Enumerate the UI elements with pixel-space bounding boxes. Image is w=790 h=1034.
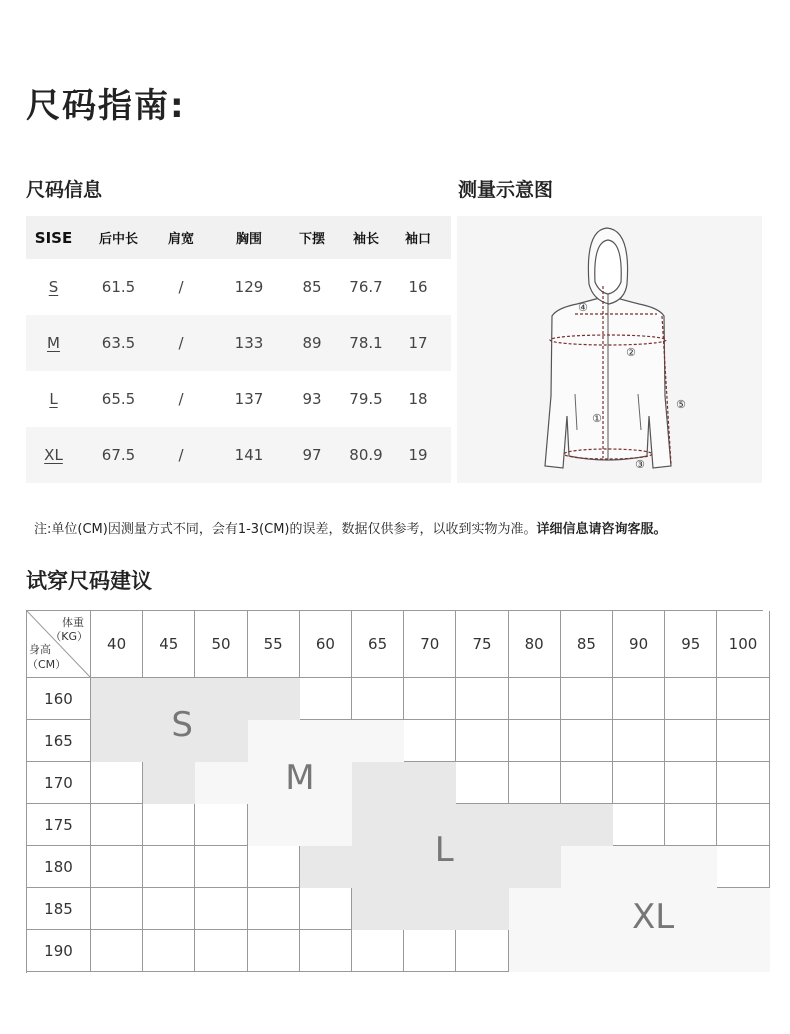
zone-cell <box>561 804 613 846</box>
zone-cell <box>352 804 404 846</box>
zone-label-l: L <box>434 830 454 871</box>
column-header: 肩宽 <box>167 232 194 247</box>
table-cell: 141 <box>234 446 264 464</box>
table-cell: 78.1 <box>349 334 383 352</box>
zone-cell <box>300 720 352 762</box>
grid-cell <box>91 804 143 846</box>
grid-cell <box>248 846 300 888</box>
weight-header: 75 <box>456 611 508 678</box>
grid-cell <box>143 888 195 930</box>
table-cell: 93 <box>302 390 322 408</box>
height-unit-label: （CM） <box>27 658 67 671</box>
height-header: 165 <box>27 720 91 762</box>
grid-cell <box>352 678 404 720</box>
table-cell: 97 <box>302 446 322 464</box>
weight-header: 55 <box>248 611 300 678</box>
weight-axis-label: 体重 <box>62 616 84 629</box>
note-text: 注:单位(CM)因测量方式不同，会有1-3(CM)的误差，数据仅供参考，以收到实物为准。 <box>34 522 537 537</box>
grid-cell <box>91 762 143 804</box>
zone-cell <box>195 762 247 804</box>
grid-cell <box>91 888 143 930</box>
zone-cell <box>561 930 613 972</box>
grid-cell <box>300 678 352 720</box>
table-cell: / <box>178 390 184 408</box>
note-contact: 详细信息请咨询客服。 <box>536 522 667 537</box>
size-info-table <box>26 216 451 483</box>
zone-cell <box>404 888 456 930</box>
table-cell: 137 <box>234 390 264 408</box>
zone-cell <box>456 846 508 888</box>
grid-cell <box>717 678 769 720</box>
zone-cell <box>509 930 561 972</box>
size-label: XL <box>44 446 63 464</box>
grid-cell <box>717 846 769 888</box>
table-cell: 61.5 <box>101 278 136 296</box>
column-header: 袖长 <box>352 232 379 247</box>
grid-cell <box>509 678 561 720</box>
zone-cell <box>561 888 613 930</box>
table-row <box>26 427 451 483</box>
weight-header: 100 <box>717 611 769 678</box>
grid-cell <box>665 678 717 720</box>
grid-corner <box>27 611 91 678</box>
table-row <box>26 315 451 371</box>
height-header: 170 <box>27 762 91 804</box>
weight-unit-label: （KG） <box>50 630 88 643</box>
weight-header: 90 <box>613 611 665 678</box>
zone-cell <box>195 720 247 762</box>
table-row <box>26 371 451 427</box>
grid-cell <box>717 720 769 762</box>
grid-cell <box>665 720 717 762</box>
grid-cell <box>248 888 300 930</box>
table-cell: 65.5 <box>101 390 136 408</box>
grid-cell <box>509 720 561 762</box>
table-cell: 19 <box>408 446 428 464</box>
zone-cell <box>91 720 143 762</box>
zone-cell <box>717 930 769 972</box>
zone-cell <box>561 846 613 888</box>
height-header: 175 <box>27 804 91 846</box>
zone-cell <box>300 846 352 888</box>
zone-cell <box>509 846 561 888</box>
table-cell: 67.5 <box>101 446 136 464</box>
grid-cell <box>404 720 456 762</box>
zone-cell <box>509 888 561 930</box>
column-header: 下摆 <box>298 232 325 247</box>
zone-cell <box>352 720 404 762</box>
zone-cell <box>91 678 143 720</box>
measurement-diagram <box>457 216 762 483</box>
grid-cell <box>404 678 456 720</box>
height-header: 180 <box>27 846 91 888</box>
grid-cell <box>143 930 195 972</box>
grid-cell <box>613 762 665 804</box>
table-cell: 85 <box>302 278 322 296</box>
zone-cell <box>300 804 352 846</box>
height-header: 190 <box>27 930 91 972</box>
weight-header: 70 <box>404 611 456 678</box>
zone-cell <box>248 720 300 762</box>
grid-cell <box>300 930 352 972</box>
zone-label-xl: XL <box>632 897 675 938</box>
grid-cell <box>613 678 665 720</box>
zone-cell <box>456 888 508 930</box>
height-header: 185 <box>27 888 91 930</box>
grid-cell <box>456 762 508 804</box>
zone-cell <box>352 846 404 888</box>
grid-cell <box>561 762 613 804</box>
weight-header: 85 <box>561 611 613 678</box>
marker-2: ② <box>626 346 636 359</box>
table-cell: / <box>178 446 184 464</box>
height-header: 160 <box>27 678 91 720</box>
zone-cell <box>195 678 247 720</box>
tryon-heading: 试穿尺码建议 <box>26 569 152 593</box>
grid-cell <box>456 678 508 720</box>
table-cell: 80.9 <box>349 446 383 464</box>
table-cell: / <box>178 334 184 352</box>
measurement-note <box>34 518 667 537</box>
size-label: S <box>48 278 59 296</box>
table-cell: 76.7 <box>349 278 383 296</box>
weight-header: 50 <box>195 611 247 678</box>
table-cell: 17 <box>408 334 428 352</box>
grid-cell <box>300 888 352 930</box>
grid-cell <box>456 720 508 762</box>
table-cell: 133 <box>234 334 264 352</box>
grid-cell <box>456 930 508 972</box>
zone-cell <box>665 846 717 888</box>
table-cell: 63.5 <box>101 334 136 352</box>
grid-cell <box>561 678 613 720</box>
column-header: 胸围 <box>235 232 262 247</box>
grid-cell <box>509 762 561 804</box>
grid-cell <box>717 762 769 804</box>
table-cell: 89 <box>302 334 322 352</box>
zone-cell <box>717 888 769 930</box>
size-label: L <box>49 390 58 408</box>
weight-header: 80 <box>509 611 561 678</box>
zone-label-s: S <box>171 705 193 746</box>
marker-4: ④ <box>578 301 588 314</box>
zone-cell <box>404 762 456 804</box>
marker-5: ⑤ <box>676 398 686 411</box>
column-header: 后中长 <box>98 232 138 247</box>
marker-1: ① <box>592 412 602 425</box>
marker-3: ③ <box>635 458 645 471</box>
table-cell: 79.5 <box>349 390 383 408</box>
zone-cell <box>613 846 665 888</box>
grid-cell <box>195 888 247 930</box>
table-cell: 18 <box>408 390 428 408</box>
zone-cell <box>143 762 195 804</box>
weight-header: 40 <box>91 611 143 678</box>
table-cell: 16 <box>408 278 428 296</box>
zone-cell <box>352 888 404 930</box>
grid-cell <box>143 846 195 888</box>
grid-cell <box>352 930 404 972</box>
page-title: 尺码指南: <box>26 86 186 126</box>
grid-cell <box>143 804 195 846</box>
grid-cell <box>665 762 717 804</box>
weight-header: 45 <box>143 611 195 678</box>
zone-cell <box>456 804 508 846</box>
zone-label-m: M <box>285 757 315 798</box>
weight-header: 95 <box>665 611 717 678</box>
zone-cell <box>248 804 300 846</box>
zone-cell <box>248 678 300 720</box>
grid-cell <box>91 930 143 972</box>
zone-cell <box>509 804 561 846</box>
table-cell: / <box>178 278 184 296</box>
grid-cell <box>665 804 717 846</box>
tryon-size-grid <box>26 610 763 973</box>
grid-cell <box>404 930 456 972</box>
grid-cell <box>717 804 769 846</box>
grid-cell <box>195 804 247 846</box>
size-info-heading: 尺码信息 <box>26 179 103 201</box>
jacket-illustration <box>457 216 762 483</box>
table-cell: 129 <box>234 278 264 296</box>
grid-cell <box>248 930 300 972</box>
zone-cell <box>352 762 404 804</box>
height-axis-label: 身高 <box>29 643 51 656</box>
grid-cell <box>195 846 247 888</box>
column-header: SISE <box>34 228 73 247</box>
grid-cell <box>91 846 143 888</box>
grid-cell <box>561 720 613 762</box>
size-label: M <box>47 334 60 352</box>
diagram-heading: 测量示意图 <box>458 179 554 201</box>
grid-cell <box>613 720 665 762</box>
table-header-row <box>26 216 451 259</box>
grid-cell <box>195 930 247 972</box>
weight-header: 60 <box>300 611 352 678</box>
table-row <box>26 259 451 315</box>
grid-cell <box>613 804 665 846</box>
column-header: 袖口 <box>404 232 431 247</box>
weight-header: 65 <box>352 611 404 678</box>
